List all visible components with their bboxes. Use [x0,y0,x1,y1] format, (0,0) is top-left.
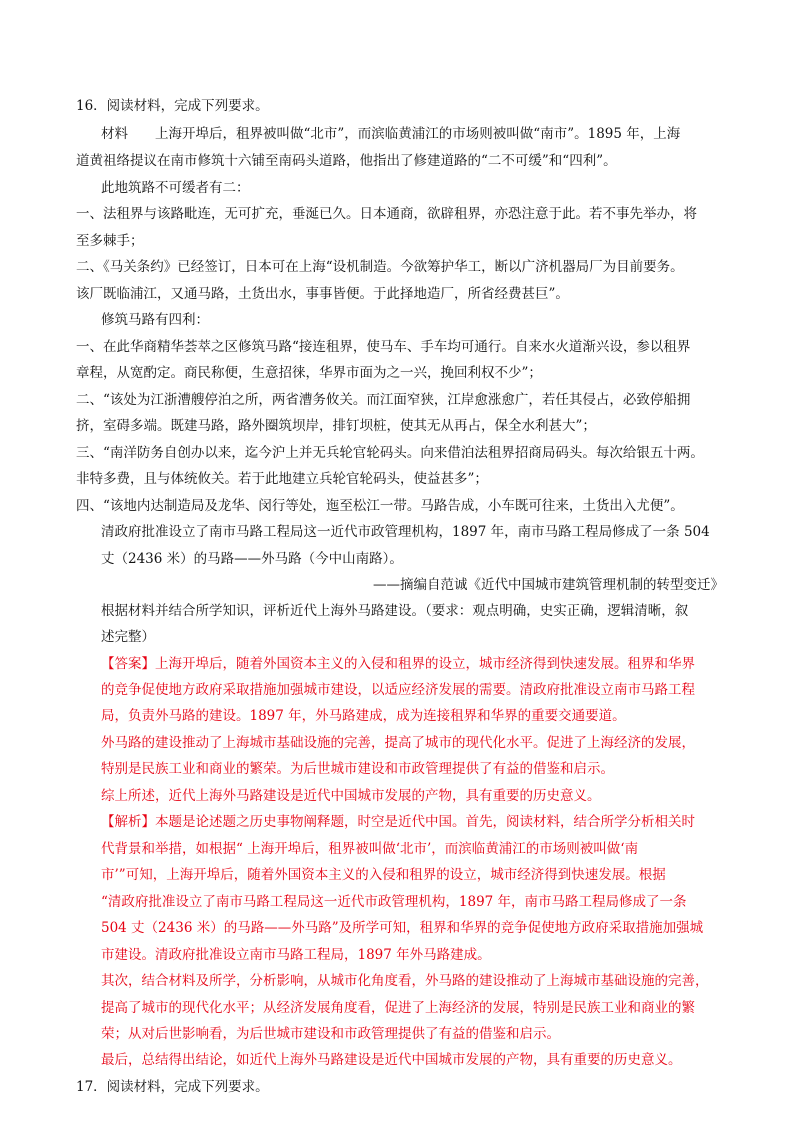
analysis-line: 504 丈（2436 米）的马路——外马路”及所学可知，租界和华界的竞争促使地方政府采取措施加强城 [101,920,704,936]
material-line: 二、《马关条约》已经签订，日本可在上海“设机制造。今欲筹护华工，断以广济机器局厂为目前要务。 [76,259,684,275]
material-line: 材料 上海开埠后，租界被叫做“北市”，而滨临黄浦江的市场则被叫做“南市”。1895 年，上海 [101,126,681,142]
analysis-line: 市建设。清政府批准设立南市马路工程局，1897 年外马路建成。 [101,947,491,963]
answer-line: 特别是民族工业和商业的繁荣。为后世城市建设和市政管理提供了有益的借鉴和启示。 [101,761,614,777]
material-line: 此地筑路不可缓者有二： [101,180,250,196]
material-line: 挤，室碍多端。既建马路，路外圈筑坝岸，排钉坝桩，使其无从再占，保全水利甚大”； [76,418,596,434]
answer-text: 上海开埠后，随着外国资本主义的入侵和租界的设立，城市经济得到快速发展。租界和华界 [155,656,695,672]
question-17-heading: 17．阅读材料，完成下列要求。 [76,1079,269,1095]
task-line: 述完整） [101,629,155,645]
answer-line [101,654,695,674]
material-line: 二、“该处为江浙漕艘停泊之所，两省漕务攸关。而江面窄狭，江岸愈涨愈广，若任其侵占，必致停船拥 [76,392,691,408]
material-line: 该厂既临浦江，又通马路，土货出水，事事皆便。于此择地造厂，所省经费甚巨”。 [76,286,569,302]
analysis-line: 代背景和举措，如根据“ 上海开埠后，租界被叫做‘北市’，而滨临黄浦江的市场则被叫做‘南 [101,841,639,857]
material-line: 四、“该地内达制造局及龙华、闵行等处，迤至松江一带。马路告成，小车既可往来，土货出入尤便”。 [76,498,684,514]
material-line: 道黄祖络提议在南市修筑十六铺至南码头道路，他指出了修建道路的“二不可缓”和“四利”。 [76,153,617,169]
material-line: 清政府批准设立了南市马路工程局这一近代市政管理机构，1897 年，南市马路工程局修成了一条 504 [101,524,710,540]
analysis-line: 提高了城市的现代化水平；从经济发展角度看，促进了上海经济的发展，特别是民族工业和商业的繁 [101,1000,695,1016]
material-line: 三、“南洋防务自创办以来，迄今沪上并无兵轮官轮码头。向来借泊法租界招商局码头。每次给银五十两。 [76,445,704,461]
analysis-tag: 【解析】 [101,814,155,830]
material-line: 丈（2436 米）的马路——外马路（今中山南路）。 [101,551,403,567]
analysis-line: 荣；从对后世影响看，为后世城市建设和市政管理提供了有益的借鉴和启示。 [101,1026,560,1042]
answer-line: 的竞争促使地方政府采取措施加强城市建设，以适应经济发展的需要。清政府批准设立南市马路工程 [101,682,695,698]
material-line: 章程，从宽酌定。商民称便，生意招徕，华界市面为之一兴，挽回利权不少”； [76,365,542,381]
analysis-text: 本题是论述题之历史事物阐释题，时空是近代中国。首先，阅读材料，结合所学分析相关时 [155,814,695,830]
analysis-line: 市’”可知，上海开埠后，随着外国资本主义的入侵和租界的设立，城市经济得到快速发展。根据 [101,867,666,883]
material-line: 至多棘手； [76,233,144,249]
material-line: 一、在此华商精华荟萃之区修筑马路“接连租界，使马车、手车均可通行。自来水火道渐兴设，参以租界 [76,339,691,355]
answer-tag: 【答案】 [101,656,155,672]
analysis-line: 其次，结合材料及所学，分析影响，从城市化角度看，外马路的建设推动了上海城市基础设施的完善， [101,973,709,989]
material-source: ——摘编自范诚《近代中国城市建筑管理机制的转型变迁》 [373,577,724,593]
answer-line: 综上所述，近代上海外马路建设是近代中国城市发展的产物，具有重要的历史意义。 [101,788,601,804]
answer-line: 外马路的建设推动了上海城市基础设施的完善，提高了城市的现代化水平。促进了上海经济的发展， [101,735,695,751]
material-line: 修筑马路有四利： [101,312,209,328]
analysis-line: “清政府批准设立了南市马路工程局这一近代市政管理机构，1897 年，南市马路工程局修成了一条 [101,894,687,910]
question-16-heading: 16．阅读材料，完成下列要求。 [76,98,269,114]
analysis-line: 最后，总结得出结论，如近代上海外马路建设是近代中国城市发展的产物，具有重要的历史意义。 [101,1052,682,1068]
analysis-line [101,812,695,832]
material-line: 一、法租界与该路毗连，无可扩充，垂涎已久。日本通商，欲辟租界，亦恐注意于此。若不事先举办，将 [76,206,697,222]
answer-line: 局，负责外马路的建设。1897 年，外马路建成，成为连接租界和华界的重要交通要道。 [101,708,626,724]
task-line: 根据材料并结合所学知识，评析近代上海外马路建设。（要求：观点明确，史实正确，逻辑清晰，叙 [101,603,689,619]
material-line: 非特多费，且与体统攸关。若于此地建立兵轮官轮码头，使益甚多”； [76,471,488,487]
